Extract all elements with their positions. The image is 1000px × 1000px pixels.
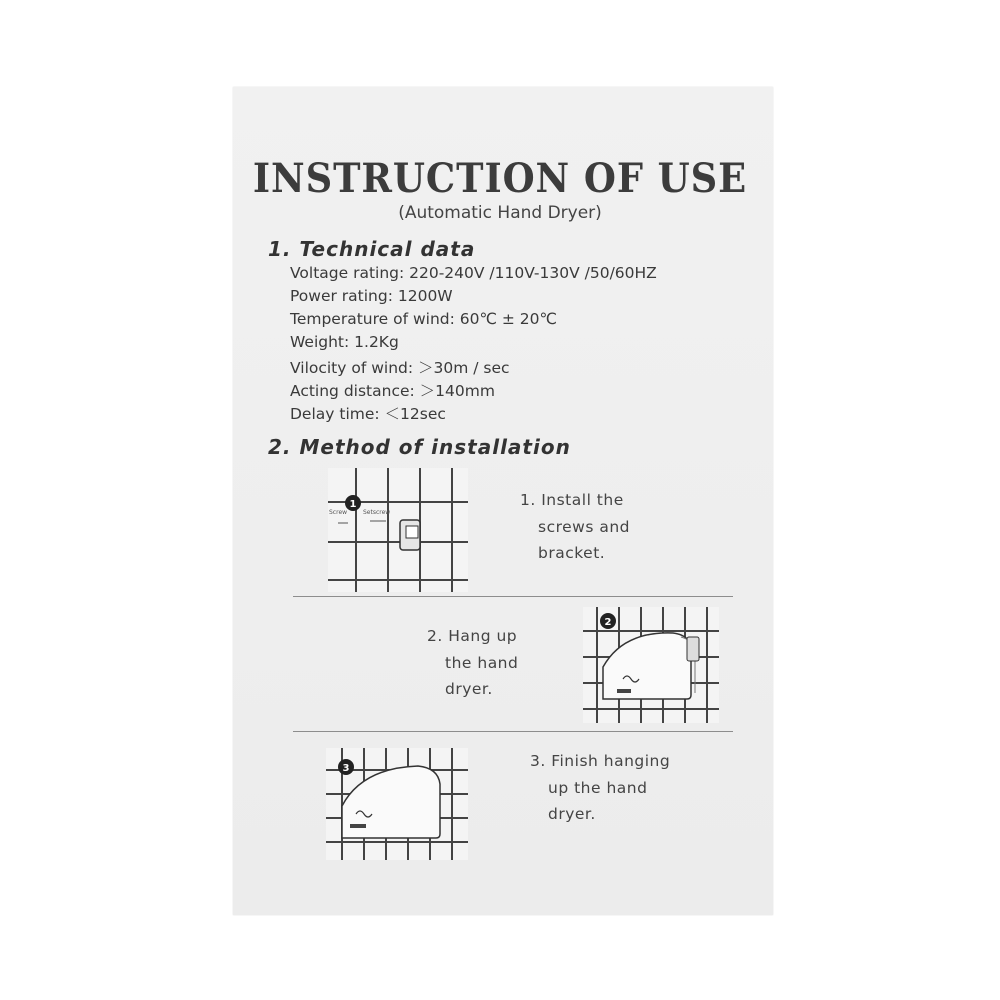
screw-label: Screw	[329, 509, 348, 516]
step-3-text	[530, 748, 670, 828]
step-2-figure	[583, 607, 719, 723]
spec-velocity: Vilocity of wind: ＞30m / sec	[290, 359, 510, 377]
spec-voltage: Voltage rating: 220-240V /110V-130V /50/60HZ	[290, 264, 657, 282]
installation-heading: 2. Method of installation	[268, 435, 571, 459]
bracket-icon	[687, 637, 699, 661]
spec-power: Power rating: 1200W	[290, 287, 453, 305]
step-3-line: 3. Finish hanging	[530, 752, 671, 770]
step-separator	[293, 731, 733, 732]
step-3-badge-number: 3	[342, 763, 350, 774]
step-2-text	[427, 623, 518, 703]
step-1-badge-number: 1	[349, 499, 357, 510]
step-3-line: dryer.	[548, 805, 596, 823]
spec-temperature: Temperature of wind: 60℃ ± 20℃	[290, 310, 557, 328]
step-1-figure	[328, 468, 468, 592]
step-2-line: 2. Hang up	[427, 627, 518, 645]
step-2-line: dryer.	[445, 680, 493, 698]
spec-delay: Delay time: ＜12sec	[290, 405, 446, 423]
document-subtitle: (Automatic Hand Dryer)	[398, 203, 602, 223]
step-1-text	[520, 487, 630, 567]
step-3-figure	[326, 748, 468, 860]
spec-weight: Weight: 1.2Kg	[290, 333, 399, 351]
step-2-badge-number: 2	[604, 617, 612, 628]
technical-data-heading: 1. Technical data	[268, 237, 476, 261]
step-1-line: bracket.	[538, 544, 606, 562]
step-2-line: the hand	[445, 653, 519, 672]
spec-distance: Acting distance: ＞140mm	[290, 382, 495, 400]
step-1-line: screws and	[538, 517, 631, 536]
bracket-icon	[400, 520, 420, 550]
step-3-line: up the hand	[548, 778, 648, 797]
document-title: INSTRUCTION OF USE	[252, 155, 748, 202]
step-1-line: 1. Install the	[520, 491, 624, 509]
setscrew-label: Setscrew	[363, 509, 391, 516]
step-separator	[293, 596, 733, 597]
